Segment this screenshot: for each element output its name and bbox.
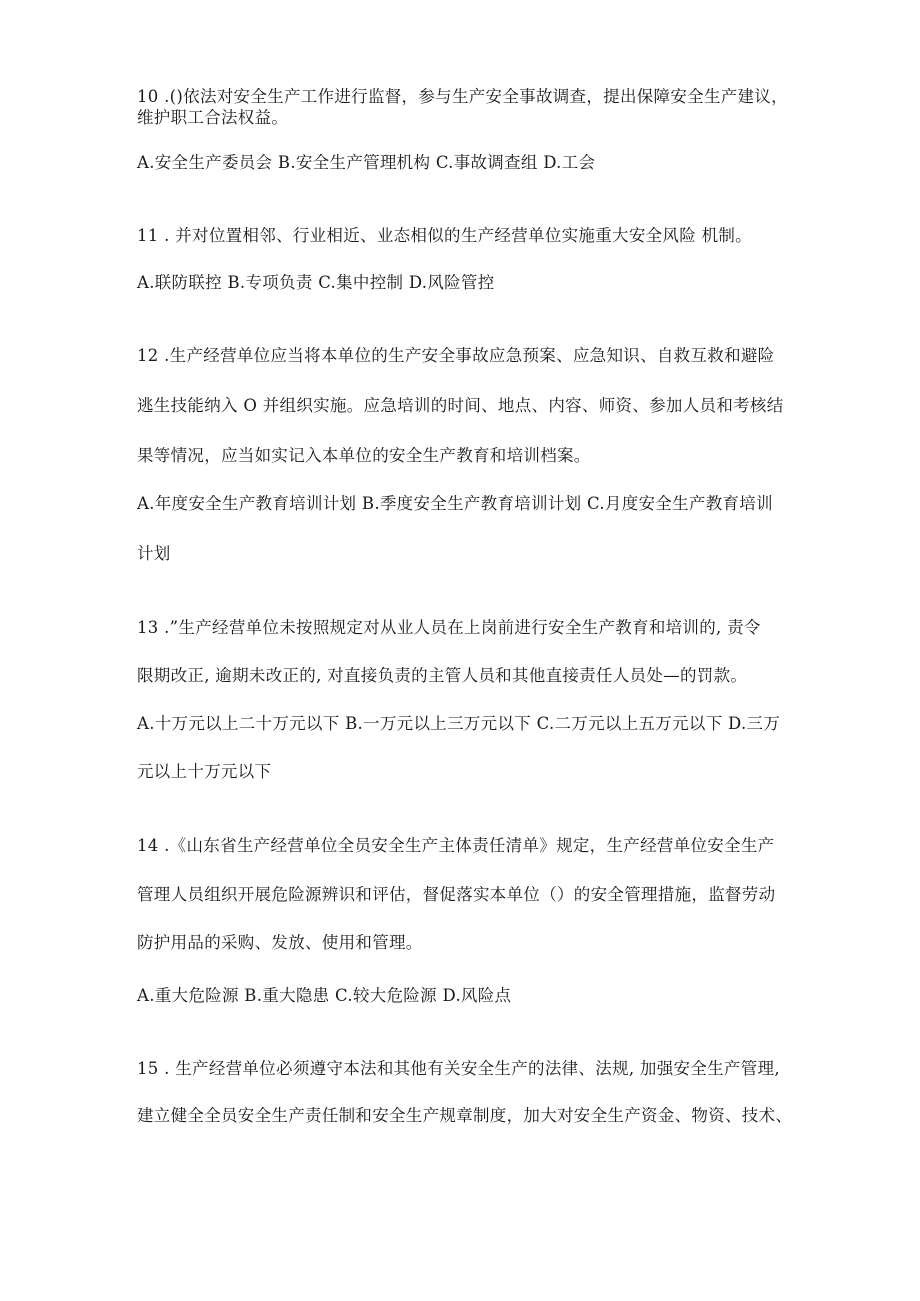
question-text-line: 限期改正, 逾期未改正的, 对直接负责的主管人员和其他直接责任人员处—的罚款。 <box>137 666 748 685</box>
question-text-line: 维护职工合法权益。 <box>137 108 289 127</box>
question-text-line: 果等情况，应当如实记入本单位的安全生产教育和培训档案。 <box>137 446 591 465</box>
answer-options: A.年度安全生产教育培训计划 B.季度安全生产教育培训计划 C.月度安全生产教育培训 <box>137 494 773 513</box>
question-text-line: 防护用品的采购、发放、使用和管理。 <box>137 933 423 952</box>
answer-options: A.十万元以上二十万元以下 B.一万元以上三万元以下 C.二万元以上五万元以下 D.三万 <box>137 714 781 733</box>
question-text-line: 管理人员组织开展危险源辨识和评估，督促落实本单位（）的安全管理措施，监督劳动 <box>137 885 776 904</box>
answer-options: 元以上十万元以下 <box>137 762 272 781</box>
question-text-line: 12 .生产经营单位应当将本单位的生产安全事故应急预案、应急知识、自救互救和避险 <box>137 346 775 365</box>
answer-options: 计划 <box>137 544 171 563</box>
question-text-line: 10 .()依法对安全生产工作进行监督，参与生产安全事故调查，提出保障安全生产建议， <box>137 87 788 106</box>
question-text-line: 13 .”生产经营单位未按照规定对从业人员在上岗前进行安全生产教育和培训的, 责令 <box>137 618 761 637</box>
answer-options: A.重大危险源 B.重大隐患 C.较大危险源 D.风险点 <box>137 986 512 1005</box>
question-text-line: 14 .《山东省生产经营单位全员安全生产主体责任清单》规定，生产经营单位安全生产 <box>137 836 775 855</box>
question-text-line: 11 . 并对位置相邻、行业相近、业态相似的生产经营单位实施重大安全风险 机制。 <box>137 226 752 245</box>
answer-options: A.安全生产委员会 B.安全生产管理机构 C.事故调查组 D.工会 <box>137 153 596 172</box>
answer-options: A.联防联控 B.专项负责 C.集中控制 D.风险管控 <box>137 273 495 292</box>
question-text-line: 建立健全全员安全生产责任制和安全生产规章制度，加大对安全生产资金、物资、技术、 <box>137 1106 793 1125</box>
question-text-line: 15 . 生产经营单位必须遵守本法和其他有关安全生产的法律、法规, 加强安全生产管理, <box>137 1059 780 1078</box>
question-text-line: 逃生技能纳入 O 并组织实施。应急培训的时间、地点、内容、师资、参加人员和考核结 <box>137 396 784 415</box>
